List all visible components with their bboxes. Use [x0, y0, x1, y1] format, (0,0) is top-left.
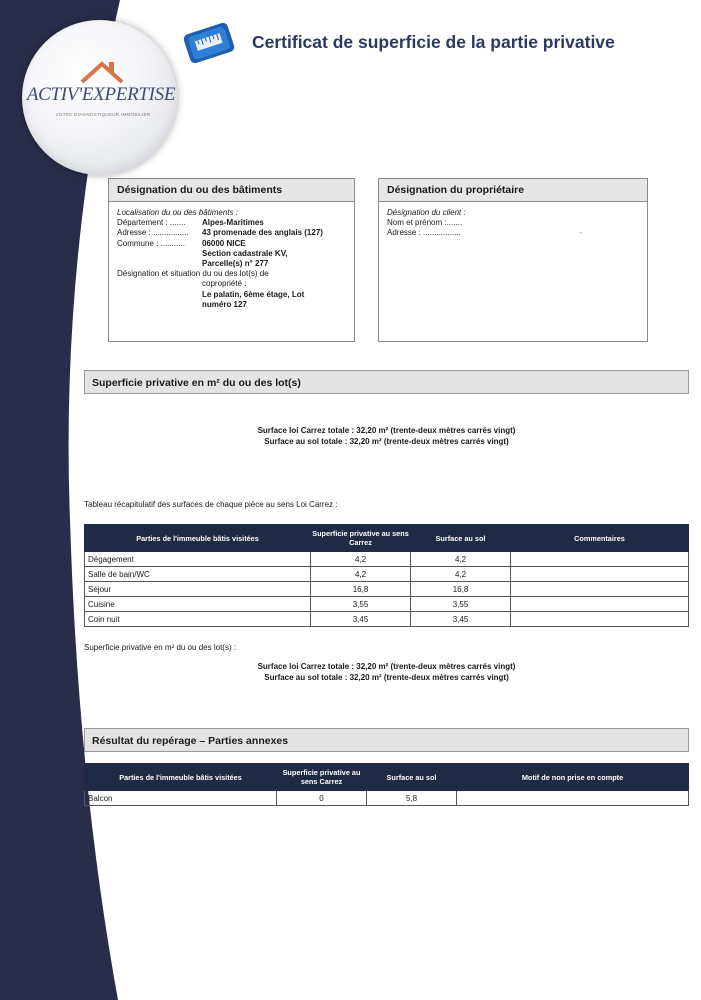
localisation-label: Localisation du ou des bâtiments :	[117, 208, 238, 217]
proprietaire-dash: -	[579, 228, 582, 238]
cell-piece: Cuisine	[85, 597, 311, 612]
col-header-parties: Parties de l'immeuble bâtis visitées	[85, 525, 311, 552]
batiments-title: Désignation du ou des bâtiments	[109, 179, 354, 202]
client-label: Désignation du client :	[387, 208, 466, 217]
cell-carrez: 0	[277, 791, 367, 806]
cell-carrez: 4,2	[311, 552, 411, 567]
annexes-col-header-parties: Parties de l'immeuble bâtis visitées	[85, 764, 277, 791]
table-caption: Tableau récapitulatif des surfaces de chaque pièce au sens Loi Carrez :	[84, 500, 338, 509]
table-row	[85, 552, 689, 567]
table-row	[85, 612, 689, 627]
lot-value-2: numéro 127	[202, 299, 247, 309]
situation-label-2: copropriété :	[202, 279, 247, 289]
proprietaire-title: Désignation du propriétaire	[379, 179, 647, 202]
cell-sol: 4,2	[411, 567, 511, 582]
superficie-summary-1	[84, 425, 689, 447]
sol-total: Surface au sol totale : 32,20 m² (trente-deux mètres carrés vingt)	[264, 437, 509, 446]
cell-commentaire	[511, 582, 689, 597]
parcelle-value: Parcelle(s) n° 277	[202, 259, 269, 269]
annexes-col-header-motif: Motif de non prise en compte	[457, 764, 689, 791]
table-row	[85, 567, 689, 582]
cell-commentaire	[511, 597, 689, 612]
lot-value-1: Le palatin, 6ème étage, Lot	[202, 289, 305, 299]
cell-sol: 3,45	[411, 612, 511, 627]
proprietaire-adresse-label: Adresse : .................	[387, 228, 461, 238]
ruler-folder-icon	[180, 20, 238, 66]
batiments-box	[108, 178, 355, 342]
cell-commentaire	[511, 552, 689, 567]
superficie-section-title: Superficie privative en m² du ou des lot(s)	[84, 370, 689, 394]
logo-text: ACTIV'EXPERTISE	[26, 84, 176, 105]
carrez-total: Surface loi Carrez totale : 32,20 m² (trente-deux mètres carrés vingt)	[257, 426, 516, 435]
cell-commentaire	[511, 567, 689, 582]
situation-label-1: Désignation et situation du ou des lot(s) de	[117, 269, 269, 279]
cell-sol: 4,2	[411, 552, 511, 567]
annexes-col-header-sol: Surface au sol	[367, 764, 457, 791]
adresse-value: 43 promenade des anglais (127)	[202, 228, 323, 238]
commune-label: Commune : ...........	[117, 238, 186, 248]
cell-piece: Séjour	[85, 582, 311, 597]
commune-value: 06000 NICE	[202, 238, 246, 248]
table-row	[85, 582, 689, 597]
cell-motif	[457, 791, 689, 806]
col-header-sol: Surface au sol	[411, 525, 511, 552]
company-logo	[22, 20, 177, 175]
departement-value: Alpes-Maritimes	[202, 218, 264, 228]
cell-sol: 5,8	[367, 791, 457, 806]
cell-piece: Coin nuit	[85, 612, 311, 627]
col-header-commentaires: Commentaires	[511, 525, 689, 552]
cell-piece: Salle de bain/WC	[85, 567, 311, 582]
cell-sol: 3,55	[411, 597, 511, 612]
cell-carrez: 3,55	[311, 597, 411, 612]
cell-commentaire	[511, 612, 689, 627]
carrez-total-2: Surface loi Carrez totale : 32,20 m² (trente-deux mètres carrés vingt)	[257, 662, 516, 671]
house-roof-icon	[80, 58, 124, 84]
annexes-col-header-carrez: Superficie privative au sens Carrez	[277, 764, 367, 791]
superficie-summary-2	[84, 661, 689, 683]
proprietaire-box	[378, 178, 648, 342]
table-row	[85, 791, 689, 806]
nom-label: Nom et prénom :.......	[387, 218, 463, 228]
annexes-section-title: Résultat du repérage – Parties annexes	[84, 728, 689, 752]
cell-piece: Dégagement	[85, 552, 311, 567]
col-header-carrez: Superficie privative au sens Carrez	[311, 525, 411, 552]
surfaces-table	[84, 524, 689, 627]
departement-label: Département : .......	[117, 218, 186, 228]
section-value: Section cadastrale KV,	[202, 248, 288, 258]
after-table-caption: Superficie privative en m² du ou des lot(s) :	[84, 643, 237, 652]
cell-carrez: 16,8	[311, 582, 411, 597]
adresse-label: Adresse : ................	[117, 228, 189, 238]
cell-carrez: 4,2	[311, 567, 411, 582]
cell-sol: 16,8	[411, 582, 511, 597]
document-title: Certificat de superficie de la partie privative	[252, 32, 615, 52]
cell-carrez: 3,45	[311, 612, 411, 627]
sol-total-2: Surface au sol totale : 32,20 m² (trente-deux mètres carrés vingt)	[264, 673, 509, 682]
annexes-table	[84, 763, 689, 806]
table-row	[85, 597, 689, 612]
logo-tagline: VOTRE DIAGNOSTIQUEUR IMMOBILIER	[55, 112, 151, 117]
cell-piece: Balcon	[85, 791, 277, 806]
